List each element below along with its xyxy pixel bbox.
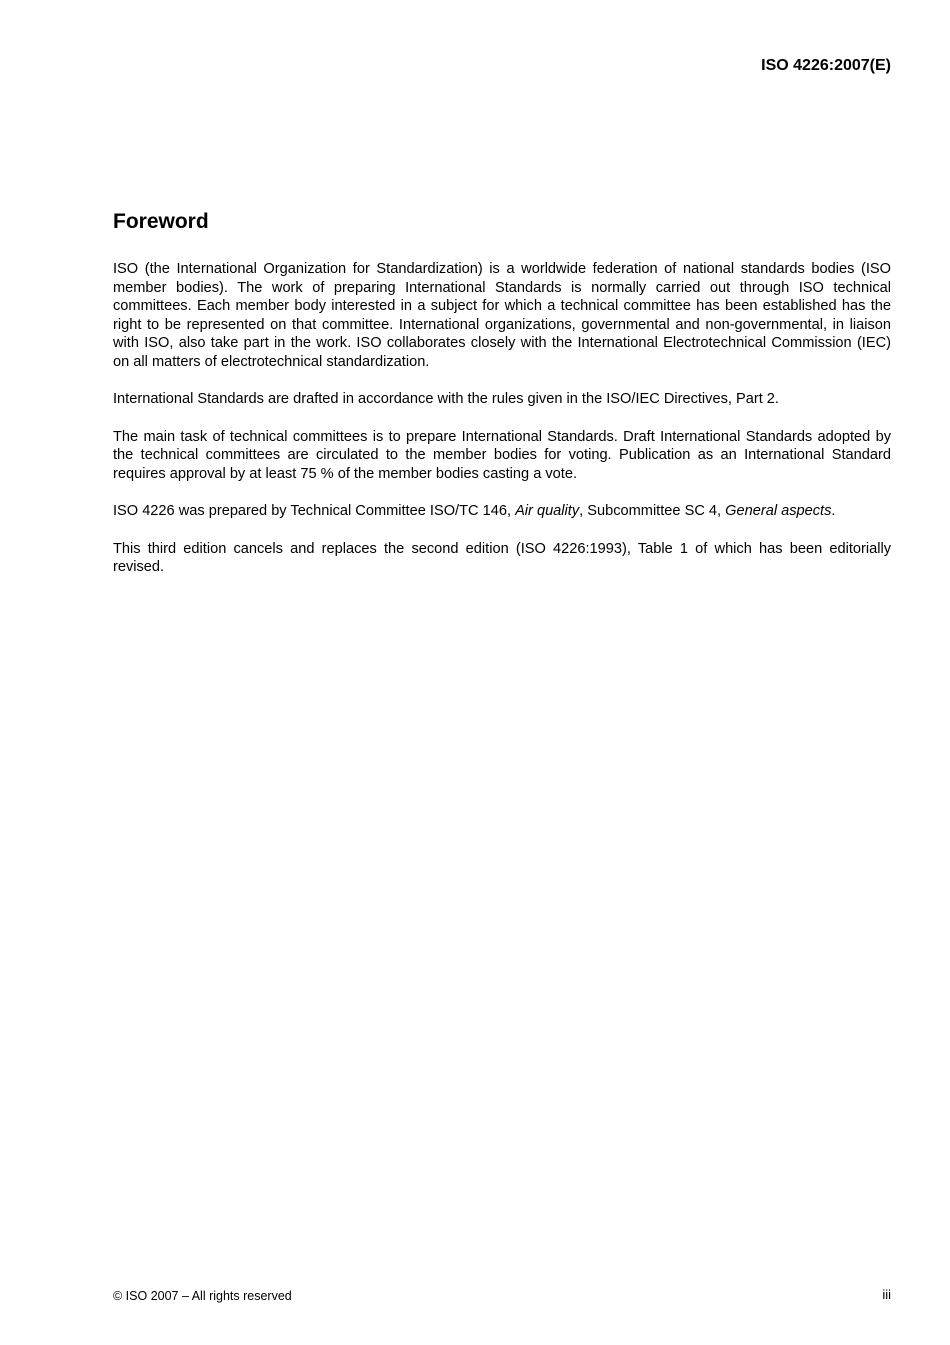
subcommittee-name: General aspects <box>725 503 832 519</box>
paragraph-iso-federation: ISO (the International Organization for Standardization) is a worldwide federation of national standards bodies (ISO member bodies). The work of preparing International Standards is normally carried out through ISO technical committees. Each member body interested in a subject for which a technical committee has been established has the right to be represented on that committee. International organizations, governmental and non-governmental, in liaison with ISO, also take part in the work. ISO collaborates closely with the International Electrotechnical Commission (IEC) on all matters of electrotechnical standardization. <box>113 261 891 370</box>
prepared-by-text-a: ISO 4226 was prepared by Technical Committee ISO/TC 146, <box>113 503 516 519</box>
foreword-body <box>113 260 891 596</box>
committee-name: Air quality <box>515 503 580 519</box>
paragraph-prepared-by <box>113 502 891 521</box>
prepared-by-text-b: , Subcommittee SC 4, <box>579 503 726 519</box>
document-id: ISO 4226:2007(E) <box>761 57 891 74</box>
paragraph-directives: International Standards are drafted in accordance with the rules given in the ISO/IEC Directives, Part 2. <box>113 391 779 407</box>
page-number: iii <box>882 1287 891 1302</box>
prepared-by-text-c: . <box>831 503 836 519</box>
paragraph-edition-note: This third edition cancels and replaces the second edition (ISO 4226:1993), Table 1 of which has been editorially revised. <box>113 540 891 575</box>
page-title: Foreword <box>113 210 209 233</box>
copyright-notice: © ISO 2007 – All rights reserved <box>113 1289 292 1303</box>
paragraph-committee-task: The main task of technical committees is to prepare International Standards. Draft International Standards adopted by the technical committees are circulated to the member bodies for voting. Publication as an International Standard requires approval by at least 75 % of the member bodies casting a vote. <box>113 428 891 482</box>
